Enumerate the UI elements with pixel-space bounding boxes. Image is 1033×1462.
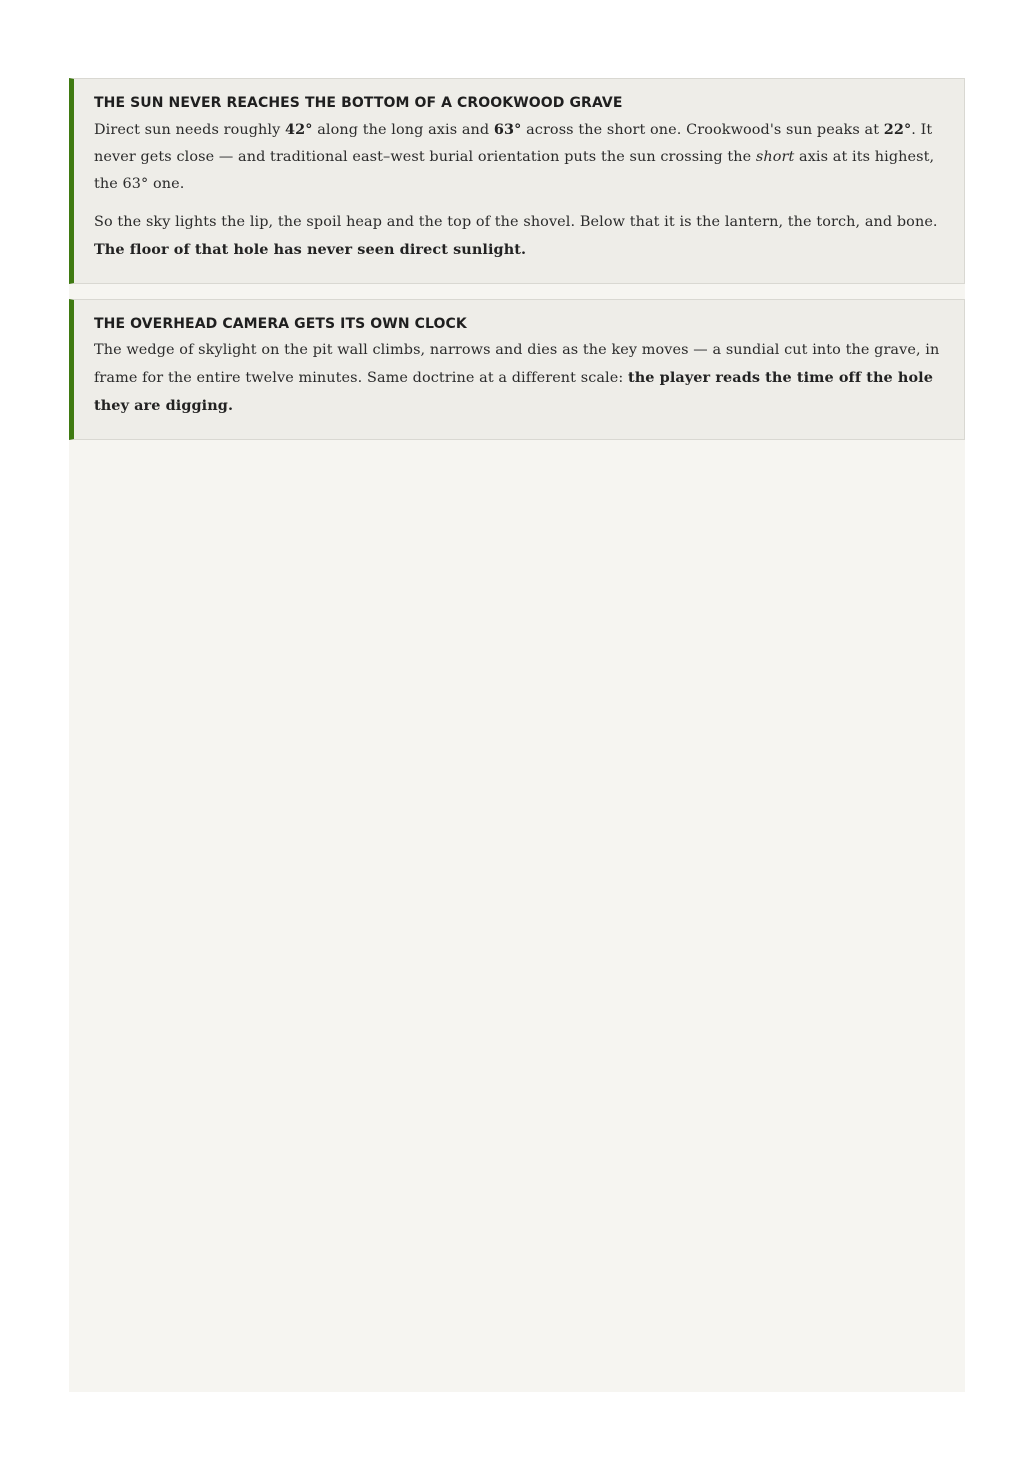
text-run: across the short one. Crookwood's sun peaks at <box>521 122 884 138</box>
callout-paragraph <box>94 337 944 420</box>
italic-emphasis: short <box>755 149 795 165</box>
callout-overhead-camera <box>69 299 965 440</box>
callout-paragraph <box>94 209 944 264</box>
text-run: So the sky lights the lip, the spoil heap and the top of the shovel. Below that it is the lantern, the torch, and bone. <box>94 214 938 230</box>
text-run: axis at its highest, the 63° one. <box>94 149 935 192</box>
bold-value-short-axis: 63° <box>493 121 522 138</box>
callout-title: THE SUN NEVER REACHES THE BOTTOM OF A CROOKWOOD GRAVE <box>94 95 623 111</box>
bold-conclusion: the player reads the time off the hole they are digging. <box>94 369 934 414</box>
text-run: . It never gets close — and traditional east–west burial orientation puts the sun crossing the <box>94 122 933 165</box>
callout-title: THE OVERHEAD CAMERA GETS ITS OWN CLOCK <box>94 316 467 332</box>
text-run: The wedge of skylight on the pit wall climbs, narrows and dies as the key moves — a sundial cut into the grave, in frame for the entire twelve minutes. Same doctrine at a different scale: <box>94 342 940 386</box>
bold-value-sun-peak: 22° <box>883 121 912 138</box>
callout-sun-never-reaches <box>69 78 965 284</box>
text-run: Direct sun needs roughly <box>94 122 286 138</box>
bold-conclusion: The floor of that hole has never seen direct sunlight. <box>94 241 527 258</box>
bold-value-long-axis: 42° <box>285 121 313 138</box>
callout-paragraph <box>94 116 944 198</box>
text-run: along the long axis and <box>312 122 494 138</box>
